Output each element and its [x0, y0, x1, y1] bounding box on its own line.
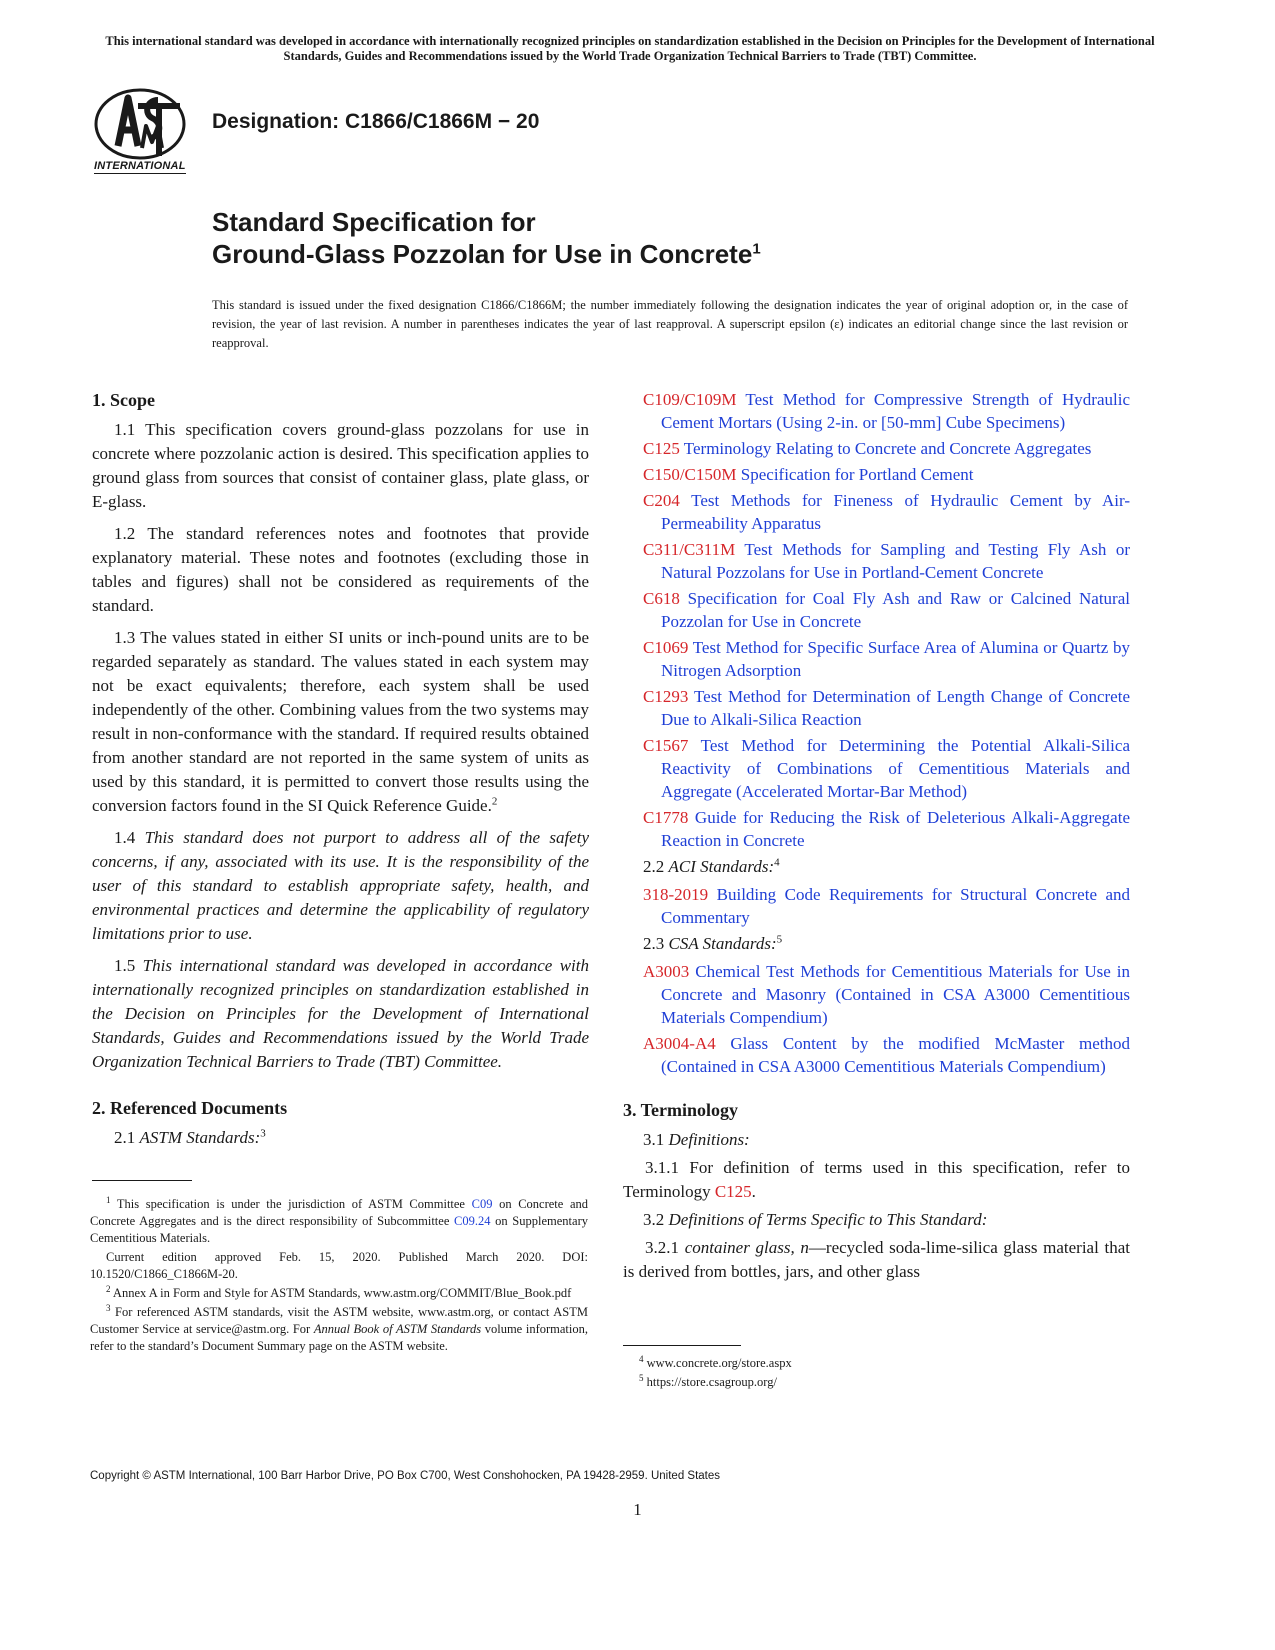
footnote-3-text-b: volume information, refer to the standard’s Document Summary page on the ASTM website. — [90, 1322, 588, 1353]
aci-standards-label — [643, 855, 1130, 879]
link-c125[interactable]: C125 — [714, 1182, 752, 1201]
astm-logo-icon — [88, 86, 192, 162]
csa-standards-label — [643, 932, 1130, 956]
footnote-3-italic: Annual Book of ASTM Standards — [313, 1322, 482, 1336]
terminology-3-2-1 — [623, 1236, 1130, 1284]
scope-para-1-1: 1.1 This specification covers ground-glass pozzolans for use in concrete where pozzolanic action is desired. This specification applies to ground glass from sources that consist of container glass, plate glass, or E-glass. — [92, 420, 589, 511]
title-line-2-text: Ground-Glass Pozzolan for Use in Concrete — [212, 239, 753, 269]
refdocs-heading: 2. Referenced Documents — [92, 1098, 288, 1118]
footnote-2-text: Annex A in Form and Style for ASTM Standards, www.astm.org/COMMIT/Blue_Book.pdf — [110, 1286, 572, 1300]
astm-refs-list — [643, 388, 1130, 852]
aci-refs-list — [643, 883, 1130, 929]
reference-title[interactable]: Terminology Relating to Concrete and Concrete Aggregates — [679, 439, 1092, 458]
terminology-3-2-text: Definitions of Terms Specific to This Standard: — [668, 1210, 988, 1229]
footnote-5-text: https://store.csagroup.org/ — [643, 1375, 777, 1389]
reference-title[interactable]: Specification for Portland Cement — [736, 465, 974, 484]
left-column — [92, 388, 589, 1154]
link-c09[interactable]: C09 — [471, 1197, 493, 1211]
csa-refs-list — [643, 960, 1130, 1078]
footnote-mark-5[interactable]: 5 — [776, 933, 783, 946]
scope-para-1-3 — [92, 626, 589, 818]
reference-title[interactable]: Glass Content by the modified McMaster method (Contained in CSA A3000 Cementitious Materials Compendium) — [661, 1034, 1130, 1076]
reference-title[interactable]: Chemical Test Methods for Cementitious Materials for Use in Concrete and Masonry (Contained in CSA A3000 Cementitious Materials Compendium) — [661, 962, 1130, 1027]
terminology-3-1-1-end: . — [751, 1182, 756, 1201]
reference-code[interactable]: C109/C109M — [643, 390, 737, 409]
right-column — [623, 388, 1130, 1292]
reference-item[interactable] — [643, 960, 1130, 1029]
footnotes-right — [623, 1355, 1123, 1393]
footnote-4-text: www.concrete.org/store.aspx — [643, 1356, 792, 1370]
aci-standards-text: ACI Standards: — [668, 857, 775, 876]
astm-logo — [88, 86, 198, 178]
reference-item[interactable] — [643, 538, 1130, 584]
reference-code[interactable]: C618 — [643, 589, 680, 608]
footnote-mark-4[interactable]: 4 — [774, 856, 780, 869]
scope-para-1-4-num: 1.4 — [114, 828, 145, 847]
scope-para-1-4 — [92, 826, 589, 946]
scope-para-1-5-text: This international standard was developed in accordance with internationally recognized principles on standardization established in the Decision on Principles for the Development of International Standards, Guides and Recommendations issued by the World Trade Organization Technical Barriers to Trade (TBT) Committee. — [92, 956, 589, 1071]
csa-standards-text: CSA Standards: — [668, 934, 777, 953]
terminology-3-1-1-text: 3.1.1 For definition of terms used in this specification, refer to Terminology — [623, 1158, 1130, 1201]
footnotes-left — [90, 1196, 588, 1357]
footnote-rule-right — [623, 1345, 741, 1346]
page-number: 1 — [633, 1500, 642, 1519]
terminology-3-1 — [643, 1128, 1130, 1152]
reference-title[interactable]: Specification for Coal Fly Ash and Raw or Calcined Natural Pozzolan for Use in Concrete — [661, 589, 1130, 631]
footnote-1-mark: 1 — [106, 1194, 111, 1205]
document-title — [212, 206, 761, 270]
footnote-3-mark: 3 — [106, 1302, 111, 1313]
reference-item[interactable] — [643, 587, 1130, 633]
footnote-2-mark: 2 — [106, 1283, 111, 1294]
copyright: Copyright © ASTM International, 100 Barr Harbor Drive, PO Box C700, West Conshohocken, PA 19428-2959. United States — [90, 1470, 721, 1482]
footnote-4 — [623, 1355, 1123, 1372]
reference-item[interactable] — [643, 437, 1130, 460]
footnote-1-text-b: on Concrete and Concrete Aggregates and is the direct responsibility of Subcommittee — [90, 1197, 588, 1228]
terminology-heading: 3. Terminology — [623, 1100, 739, 1120]
scope-para-1-3-text: 1.3 The values stated in either SI units or inch-pound units are to be regarded separately as standard. The values stated in each system may not be exact equivalents; therefore, each system shall be used independently of the other. Combining values from the two systems may result in non-conformance with the standard. If required results obtained from another standard are not reported in the same system of units as used by this standard, it is permitted to convert those results using the conversion factors found in the SI Quick Reference Guide. — [92, 628, 589, 815]
terminology-3-2-1-term: container glass, n — [684, 1238, 809, 1257]
footnote-1-text-c: on Supplementary Cementitious Materials. — [90, 1214, 588, 1245]
reference-item[interactable] — [643, 734, 1130, 803]
footnote-1-text-a: This specification is under the jurisdiction of ASTM Committee — [110, 1197, 472, 1211]
scope-para-1-2: 1.2 The standard references notes and footnotes that provide explanatory material. These notes and footnotes (excluding those in tables and figures) shall not be considered as requirements of the standard. — [92, 524, 589, 615]
terminology-3-1-num: 3.1 — [643, 1130, 669, 1149]
reference-item[interactable] — [643, 463, 1130, 486]
designation: Designation: C1866/C1866M − 20 — [212, 110, 540, 133]
astm-standards-num: 2.1 — [114, 1128, 140, 1147]
reference-code[interactable]: C1778 — [643, 808, 689, 827]
footnote-1 — [90, 1196, 588, 1247]
reference-title[interactable]: Test Methods for Fineness of Hydraulic Cement by Air-Permeability Apparatus — [661, 491, 1130, 533]
reference-item[interactable] — [643, 636, 1130, 682]
scope-para-1-5-num: 1.5 — [114, 956, 143, 975]
footnote-1-edition: Current edition approved Feb. 15, 2020. Published March 2020. DOI: 10.1520/C1866_C1866M-20. — [90, 1250, 588, 1281]
reference-item[interactable] — [643, 883, 1130, 929]
footnote-5 — [623, 1374, 1123, 1391]
footnote-mark-2[interactable]: 2 — [491, 795, 498, 808]
reference-item[interactable] — [643, 489, 1130, 535]
terminology-3-1-1 — [623, 1156, 1130, 1204]
reference-title[interactable]: Test Method for Compressive Strength of Hydraulic Cement Mortars (Using 2-in. or [50-mm] Cube Specimens) — [661, 390, 1130, 432]
reference-code[interactable]: C150/C150M — [643, 465, 737, 484]
top-notice: This international standard was developed in accordance with internationally recognized principles on standardization established in the Decision on Principles for the Development of International Standards, Guides and Recommendations issued by the World Trade Organization Technical Barriers to Trade (TBT) Committee. — [105, 34, 1155, 63]
scope-heading: 1. Scope — [92, 390, 155, 410]
footnote-3-text-a: For referenced ASTM standards, visit the ASTM website, www.astm.org, or contact ASTM Customer Service at service@astm.org. For — [90, 1305, 588, 1336]
scope-para-1-4-text: This standard does not purport to address all of the safety concerns, if any, associated with its use. It is the responsibility of the user of this standard to establish appropriate safety, health, and environmental practices and determine the applicability of regulatory limitations prior to use. — [92, 828, 589, 943]
reference-title[interactable]: Test Method for Determining the Potential Alkali-Silica Reactivity of Combinations of Cementitious Materials and Aggregate (Accelerated Mortar-Bar Method) — [661, 736, 1130, 801]
reference-code[interactable]: C1069 — [643, 638, 689, 657]
footnote-mark-3[interactable]: 3 — [260, 1127, 266, 1140]
title-footnote-mark[interactable]: 1 — [752, 240, 761, 258]
reference-item[interactable] — [643, 388, 1130, 434]
scope-para-1-5 — [92, 954, 589, 1074]
terminology-3-2-1-text: —recycled soda-lime-silica glass material that is derived from bottles, jars, and other glass — [623, 1238, 1130, 1281]
terminology-body — [623, 1128, 1130, 1284]
reference-code[interactable]: C204 — [643, 491, 680, 510]
footnote-2 — [90, 1285, 588, 1302]
reference-item[interactable] — [643, 1032, 1130, 1078]
astm-standards-label — [114, 1126, 589, 1150]
footnote-3 — [90, 1304, 588, 1355]
reference-code[interactable]: A3004-A4 — [643, 1034, 716, 1053]
reference-code[interactable]: 318-2019 — [643, 885, 709, 904]
link-c09-24[interactable]: C09.24 — [454, 1214, 491, 1228]
footnote-5-mark: 5 — [639, 1372, 644, 1383]
astm-standards-text: ASTM Standards: — [139, 1128, 261, 1147]
reference-code[interactable]: A3003 — [643, 962, 690, 981]
logo-international-text: INTERNATIONAL — [94, 160, 186, 172]
aci-standards-num: 2.2 — [643, 857, 669, 876]
terminology-3-2-num: 3.2 — [643, 1210, 669, 1229]
reference-title[interactable]: Guide for Reducing the Risk of Deleterious Alkali-Aggregate Reaction in Concrete — [661, 808, 1130, 850]
reference-title[interactable]: Building Code Requirements for Structural Concrete and Commentary — [661, 885, 1130, 927]
reference-code[interactable]: C1293 — [643, 687, 689, 706]
reference-item[interactable] — [643, 806, 1130, 852]
footnote-4-mark: 4 — [639, 1353, 644, 1364]
issue-note: This standard is issued under the fixed designation C1866/C1866M; the number immediately following the designation indicates the year of original adoption or, in the case of revision, the year of last revision. A number in parentheses indicates the year of last reapproval. A superscript epsilon (ε) indicates an editorial change since the last revision or reapproval. — [212, 298, 1128, 350]
reference-title[interactable]: Test Methods for Sampling and Testing Fly Ash or Natural Pozzolans for Use in Portland-Cement Concrete — [661, 540, 1130, 582]
reference-code[interactable]: C125 — [643, 439, 680, 458]
footnote-rule-left — [92, 1180, 192, 1181]
reference-code[interactable]: C1567 — [643, 736, 689, 755]
reference-title[interactable]: Test Method for Determination of Length Change of Concrete Due to Alkali-Silica Reaction — [661, 687, 1130, 729]
terminology-3-2-1-num: 3.2.1 — [645, 1238, 685, 1257]
csa-standards-num: 2.3 — [643, 934, 669, 953]
reference-title[interactable]: Test Method for Specific Surface Area of Alumina or Quartz by Nitrogen Adsorption — [661, 638, 1130, 680]
reference-code[interactable]: C311/C311M — [643, 540, 736, 559]
title-line-1: Standard Specification for — [212, 207, 536, 237]
terminology-3-1-text: Definitions: — [668, 1130, 750, 1149]
reference-item[interactable] — [643, 685, 1130, 731]
title-line-2 — [212, 238, 761, 270]
terminology-3-2 — [643, 1208, 1130, 1232]
